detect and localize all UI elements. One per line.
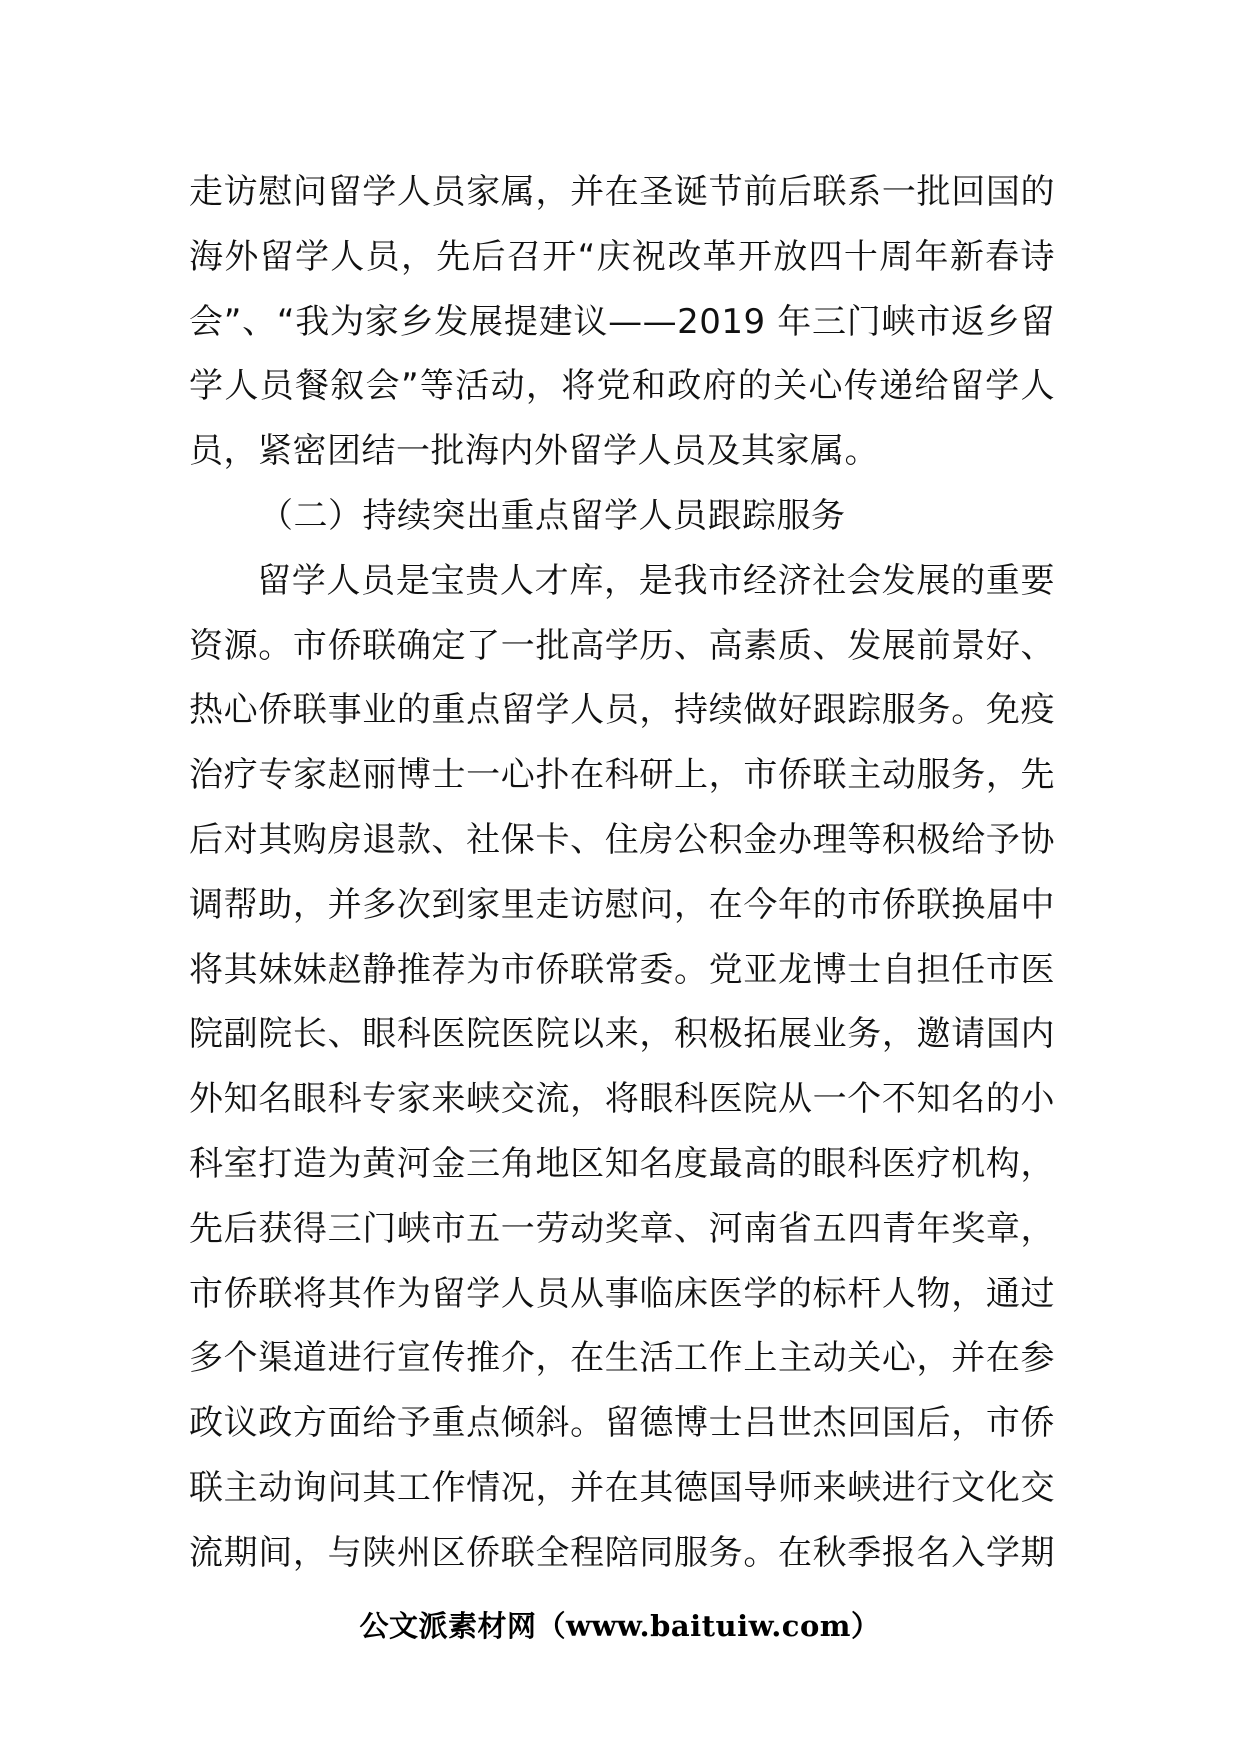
text-line: 流期间，与陕州区侨联全程陪同服务。在秋季报名入学期	[189, 1532, 1055, 1573]
text-line: 科室打造为黄河金三角地区知名度最高的眼科医疗机构，	[189, 1143, 1055, 1184]
section-heading: （二）持续突出重点留学人员跟踪服务	[259, 495, 846, 536]
footer-watermark: 公文派素材网（www.baituiw.com）	[359, 1609, 881, 1643]
text-line: 资源。市侨联确定了一批高学历、高素质、发展前景好、	[189, 625, 1055, 666]
text-line: 先后获得三门峡市五一劳动奖章、河南省五四青年奖章，	[189, 1208, 1055, 1249]
text-line: 热心侨联事业的重点留学人员，持续做好跟踪服务。免疫	[189, 690, 1055, 731]
paragraph-first-line: 留学人员是宝贵人才库，是我市经济社会发展的重要	[257, 560, 1055, 601]
text-line: 多个渠道进行宣传推介，在生活工作上主动关心，并在参	[189, 1338, 1055, 1379]
body-text	[189, 160, 1055, 1586]
text-line: 会”、“我为家乡发展提建议——2019 年三门峡市返乡留	[189, 301, 1055, 342]
text-line: 市侨联将其作为留学人员从事临床医学的标杆人物，通过	[189, 1273, 1055, 1314]
text-line: 将其妹妹赵静推荐为市侨联常委。党亚龙博士自担任市医	[189, 949, 1055, 990]
text-line: 海外留学人员，先后召开“庆祝改革开放四十周年新春诗	[189, 236, 1055, 277]
text-line: 学人员餐叙会”等活动，将党和政府的关心传递给留学人	[189, 366, 1055, 407]
text-line: 调帮助，并多次到家里走访慰问，在今年的市侨联换届中	[189, 884, 1055, 925]
text-line: 政议政方面给予重点倾斜。留德博士吕世杰回国后，市侨	[189, 1403, 1055, 1444]
text-line: 员，紧密团结一批海内外留学人员及其家属。	[189, 431, 879, 472]
text-line: 外知名眼科专家来峡交流，将眼科医院从一个不知名的小	[189, 1079, 1055, 1120]
text-line: 后对其购房退款、社保卡、住房公积金办理等积极给予协	[189, 819, 1055, 860]
text-line: 院副院长、眼科医院医院以来，积极拓展业务，邀请国内	[189, 1014, 1055, 1055]
text-line: 走访慰问留学人员家属，并在圣诞节前后联系一批回国的	[189, 172, 1055, 212]
text-line: 治疗专家赵丽博士一心扑在科研上，市侨联主动服务，先	[189, 755, 1055, 796]
text-line: 联主动询问其工作情况，并在其德国导师来峡进行文化交	[189, 1467, 1055, 1508]
